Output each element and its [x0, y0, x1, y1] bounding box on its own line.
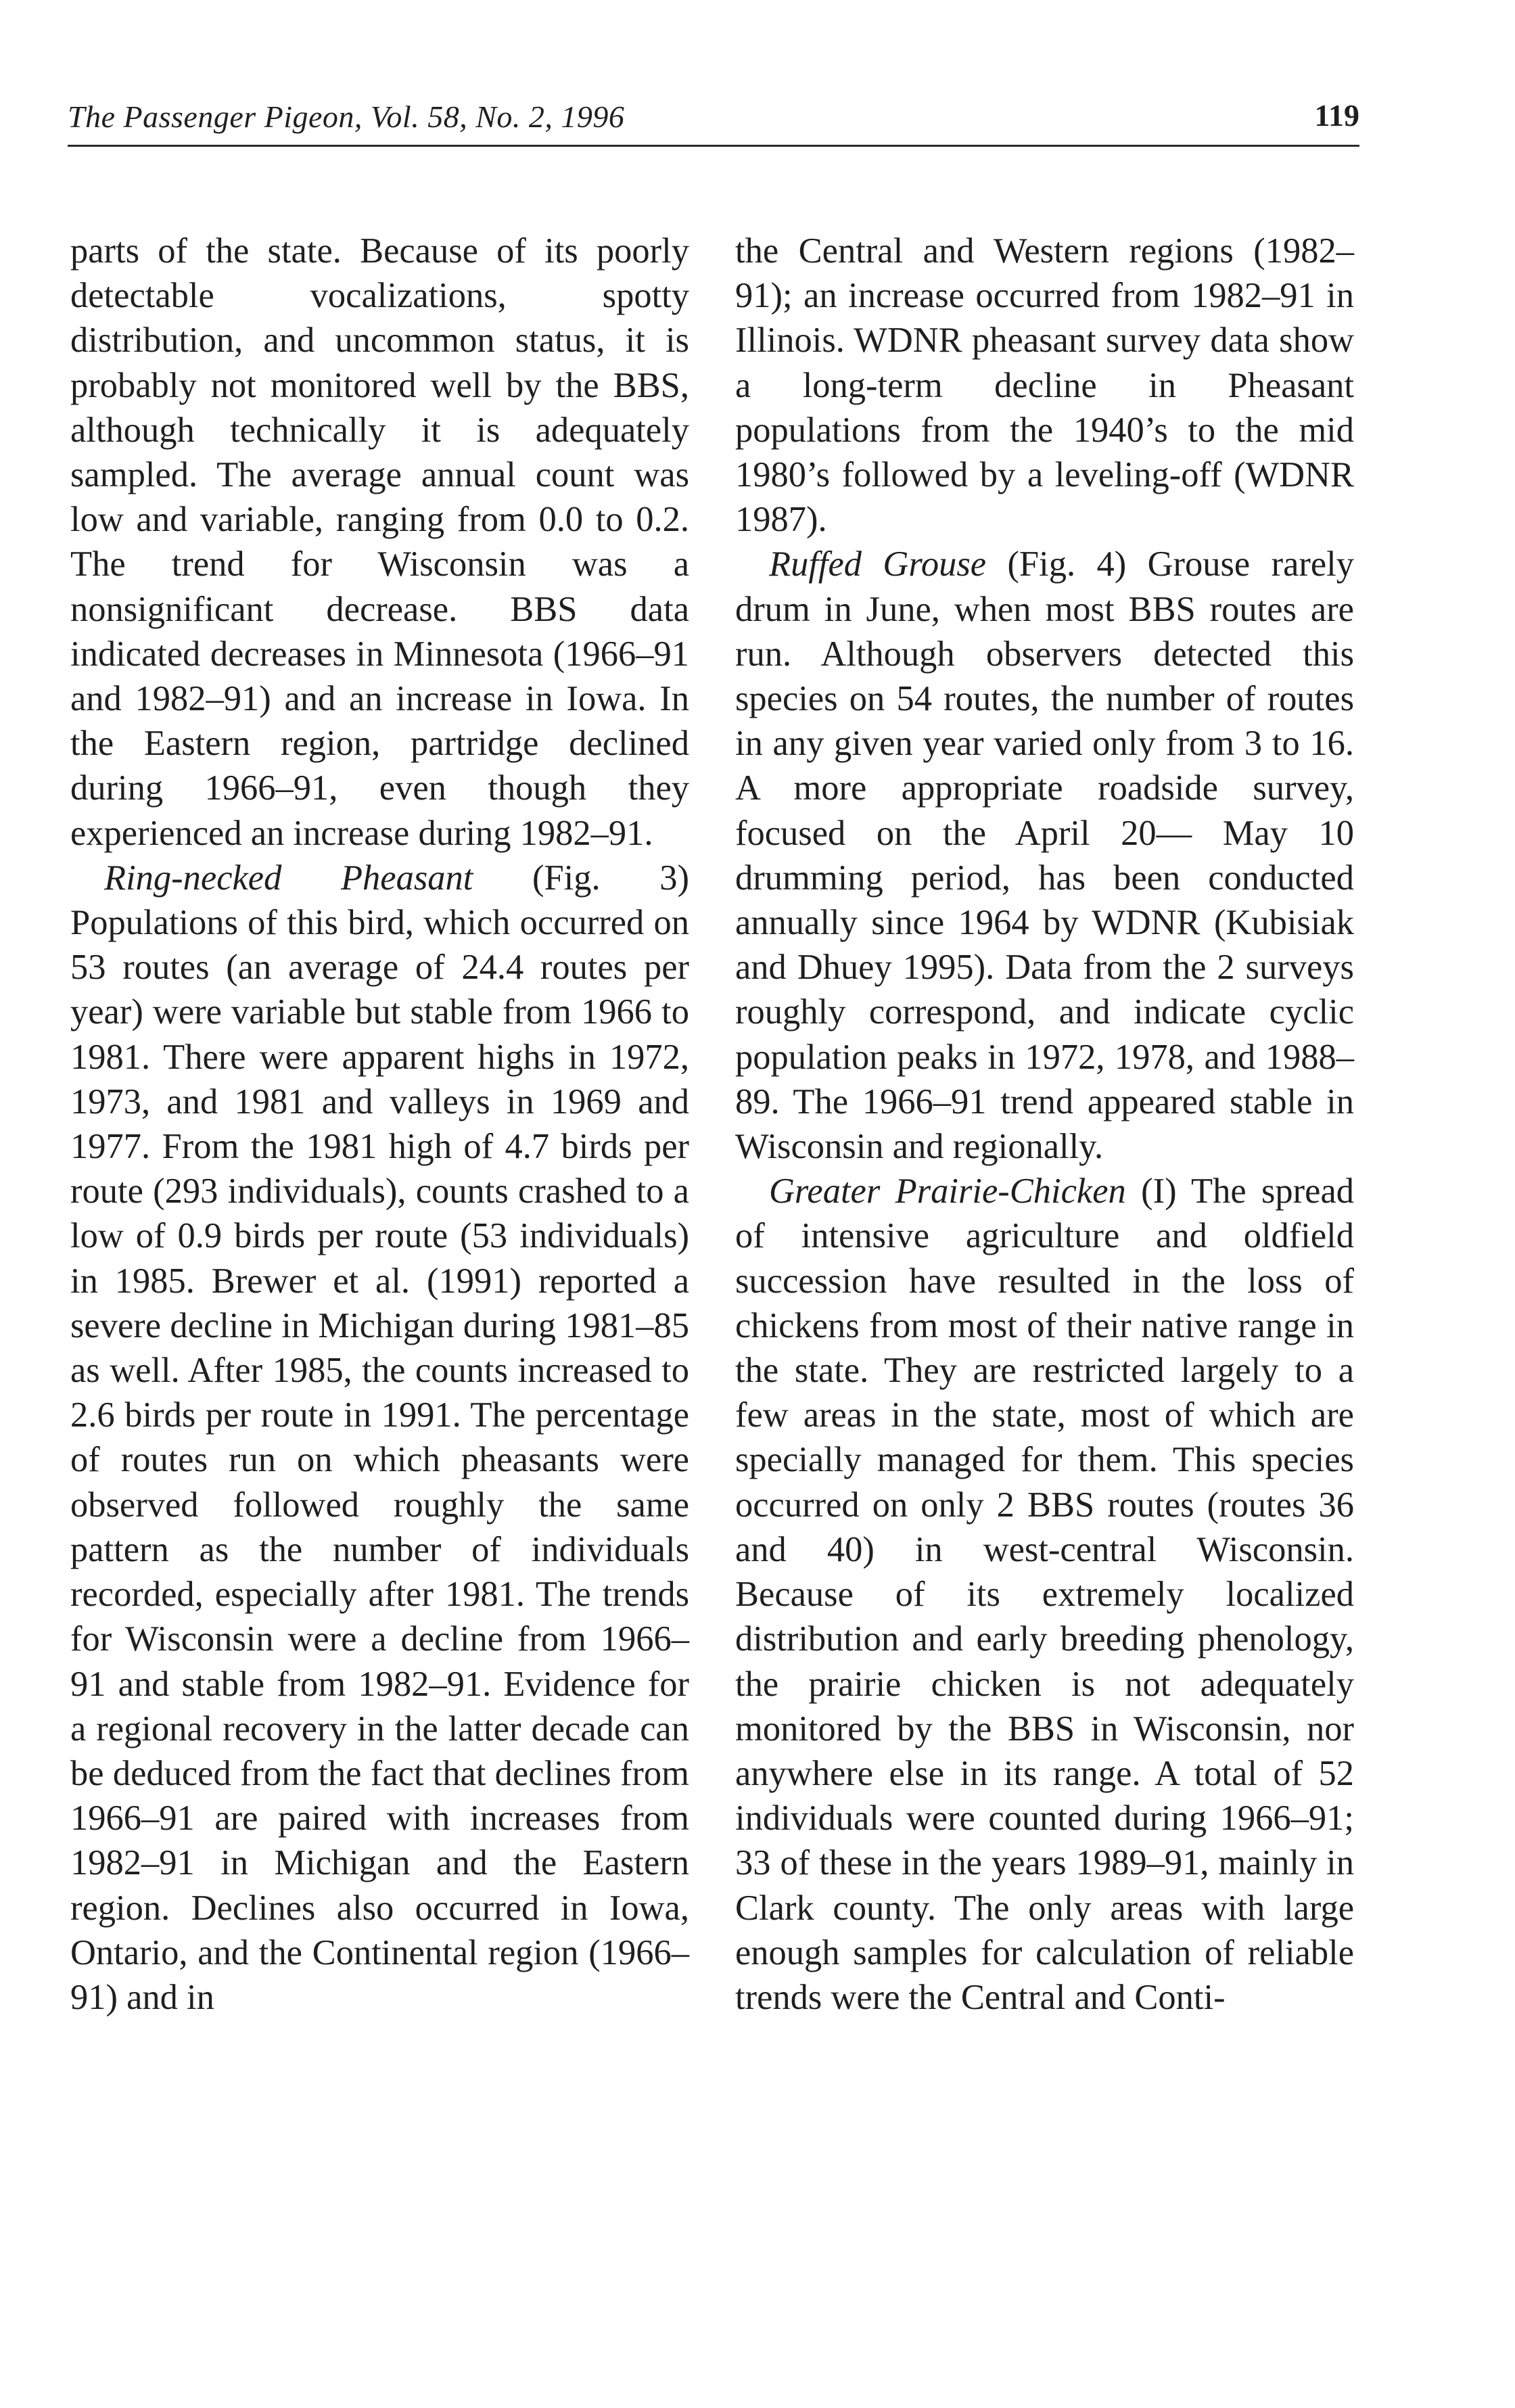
pheasant-text: (Fig. 3) Populations of this bird, which occurred on 53 routes (an average of 24.4 routes per year) were variable but stable from 1966 to 1981. There were apparent highs in 1972, 1973, and 1981 and valleys in 1969 and 1977. From the 1981 high of 4.7 birds per route (293 individuals), counts crashed to a low of 0.9 birds per route (53 individuals) in 1985. Brewer et al. (1991) reported a severe decline in Michigan during 1981–85 as well. After 1985, the counts increased to 2.6 birds per route in 1991. The percentage of routes run on which pheasants were observed followed roughly the same pattern as the number of individuals recorded, especially after 1981. The trends for Wisconsin were a decline from 1966–91 and stable from 1982–91. Evidence for a regional recovery in the latter decade can be deduced from the fact that declines from 1966–91 are paired with increases from 1982–91 in Michigan and the Eastern region. Declines also occurred in Iowa, Ontario, and the Continental region (1966–91) and in — [70, 858, 690, 2017]
species-name-prairie-chicken: Greater Prairie-Chicken — [769, 1172, 1126, 1211]
page-number: 119 — [1314, 98, 1359, 133]
right-column — [735, 229, 1354, 2020]
left-column — [70, 229, 689, 2020]
journal-title: The Passenger Pigeon, Vol. 58, No. 2, 1996 — [68, 99, 625, 134]
pheasant-continued-paragraph: the Central and Western regions (1982–91); an increase occurred from 1982–91 in Illinois. WDNR pheasant survey data show a long-term decline in Pheasant populations from the 1940’s to the mid 1980’s followed by a leveling-off (WDNR 1987). — [735, 231, 1354, 540]
prairie-chicken-text: (I) The spread of intensive agriculture and oldfield succession have resulted in the loss of chickens from most of their native range in the state. They are restricted largely to a few areas in the state, most of which are specially managed for them. This species occurred on only 2 BBS routes (routes 36 and 40) in west-central Wisconsin. Because of its extremely localized distribution and early breeding phenology, the prairie chicken is not adequately monitored by the BBS in Wisconsin, nor anywhere else in its range. A total of 52 individuals were counted during 1966–91; 33 of these in the years 1989–91, mainly in Clark county. The only areas with large enough samples for calculation of reliable trends were the Central and Conti- — [735, 1172, 1354, 2017]
grouse-text: (Fig. 4) Grouse rarely drum in June, when most BBS routes are run. Although observers detected this species on 54 routes, the number of routes in any given year varied only from 3 to 16. A more appropriate roadside survey, focused on the April 20— May 10 drumming period, has been conducted annually since 1964 by WDNR (Kubisiak and Dhuey 1995). Data from the 2 surveys roughly correspond, and indicate cyclic population peaks in 1972, 1978, and 1988–89. The 1966–91 trend appeared stable in Wisconsin and regionally. — [735, 545, 1354, 1167]
species-name-pheasant: Ring-necked Pheasant — [104, 858, 473, 898]
pheasant-paragraph — [70, 856, 689, 2020]
partridge-paragraph: parts of the state. Because of its poorly detectable vocalizations, spotty distribution, and uncommon status, it is probably not monitored well by the BBS, although technically it is adequately sampled. The average annual count was low and variable, ranging from 0.0 to 0.2. The trend for Wisconsin was a nonsignificant decrease. BBS data indicated decreases in Minnesota (1966–91 and 1982–91) and an increase in Iowa. In the Eastern region, partridge declined during 1966–91, even though they experienced an increase during 1982–91. — [70, 231, 689, 853]
prairie-chicken-paragraph — [735, 1169, 1354, 2020]
species-name-grouse: Ruffed Grouse — [769, 545, 987, 584]
grouse-paragraph — [735, 542, 1354, 1169]
running-head — [68, 91, 1359, 147]
